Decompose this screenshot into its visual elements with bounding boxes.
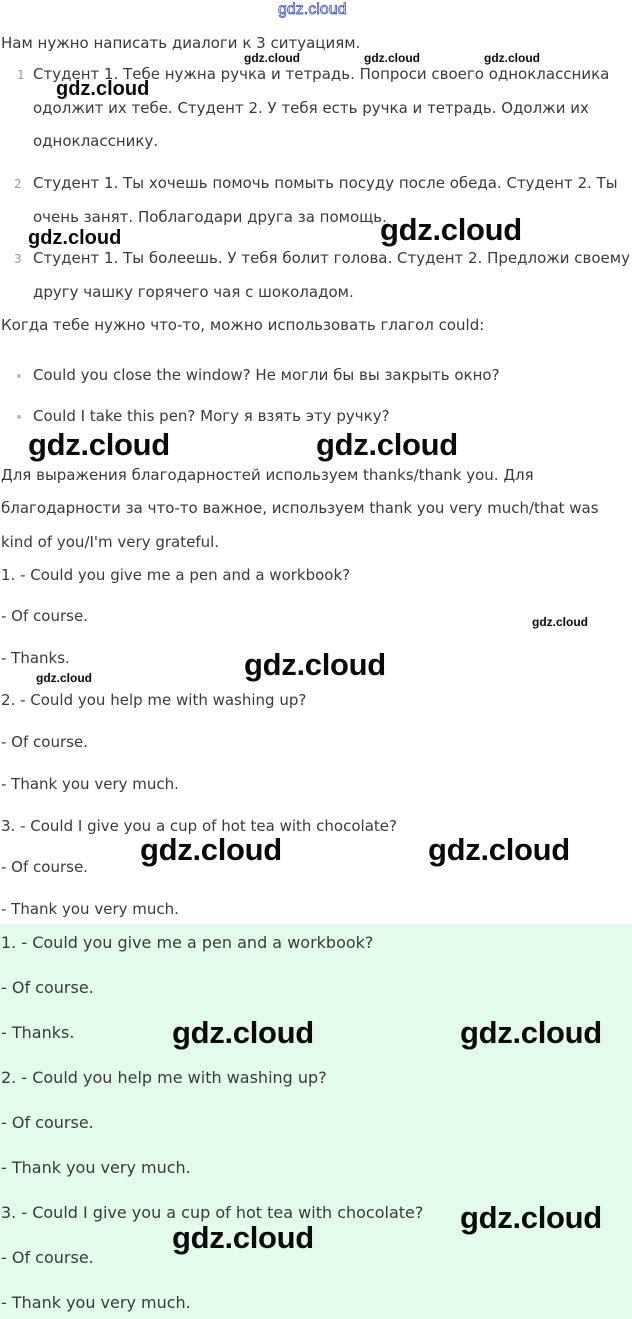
answer-line-3: - Thanks. bbox=[1, 649, 70, 667]
watermark: gdz.cloud bbox=[428, 832, 570, 867]
task-intro: Нам нужно написать диалоги к 3 ситуациям. bbox=[1, 34, 361, 52]
answer-line-6: - Thank you very much. bbox=[1, 775, 179, 793]
could-intro: Когда тебе нужно что-то, можно использовать глагол could: bbox=[1, 316, 485, 334]
watermark: gdz.cloud bbox=[244, 51, 300, 65]
task-1-line2: одолжит их тебе. Студент 2. У тебя есть ручка и тетрадь. Одолжи их bbox=[33, 99, 589, 117]
task-1-line3: однокласснику. bbox=[33, 132, 159, 150]
thanks-line-1: Для выражения благодарностей используем thanks/thank you. Для bbox=[1, 466, 534, 484]
watermark: gdz.cloud bbox=[380, 212, 522, 247]
task-2-line2: очень занят. Поблагодари друга за помощь. bbox=[33, 208, 387, 226]
answer-line-5: - Of course. bbox=[1, 733, 88, 751]
watermark: gdz.cloud bbox=[36, 671, 92, 685]
watermark: gdz.cloud bbox=[244, 647, 386, 682]
highlight-line-3: - Thanks. bbox=[1, 1023, 75, 1042]
watermark: gdz.cloud bbox=[172, 1220, 314, 1255]
answer-line-2: - Of course. bbox=[1, 607, 88, 625]
highlight-line-5: - Of course. bbox=[1, 1113, 94, 1132]
highlight-line-1: 1. - Could you give me a pen and a workbook? bbox=[1, 933, 374, 952]
highlight-line-6: - Thank you very much. bbox=[1, 1158, 191, 1177]
thanks-line-2: благодарности за что-то важное, используем thank you very much/that was bbox=[1, 499, 599, 517]
watermark: gdz.cloud bbox=[172, 1015, 314, 1050]
highlight-line-9: - Thank you very much. bbox=[1, 1293, 191, 1312]
highlight-line-8: - Of course. bbox=[1, 1248, 94, 1267]
thanks-line-3: kind of you/I'm very grateful. bbox=[1, 533, 220, 551]
example-1: Could you close the window? Не могли бы вы закрыть окно? bbox=[33, 366, 500, 384]
task-number-1: 1 bbox=[17, 68, 25, 82]
watermark: gdz.cloud bbox=[28, 227, 122, 249]
task-3-line2: другу чашку горячего чая с шоколадом. bbox=[33, 283, 354, 301]
watermark: gdz.cloud bbox=[316, 427, 458, 462]
watermark-top: gdz.cloud bbox=[278, 1, 347, 18]
answer-highlight-panel bbox=[0, 924, 632, 1319]
watermark: gdz.cloud bbox=[140, 832, 282, 867]
highlight-line-4: 2. - Could you help me with washing up? bbox=[1, 1068, 327, 1087]
task-3-line1: Студент 1. Ты болеешь. У тебя болит голова. Студент 2. Предложи своему bbox=[33, 249, 630, 267]
answer-line-9: - Thank you very much. bbox=[1, 900, 179, 918]
highlight-line-7: 3. - Could I give you a cup of hot tea with chocolate? bbox=[1, 1203, 424, 1222]
answer-line-1: 1. - Could you give me a pen and a workbook? bbox=[1, 566, 351, 584]
watermark: gdz.cloud bbox=[28, 427, 170, 462]
task-number-2: 2 bbox=[14, 177, 22, 191]
watermark: gdz.cloud bbox=[460, 1200, 602, 1235]
answer-line-4: 2. - Could you help me with washing up? bbox=[1, 691, 307, 709]
bullet-1 bbox=[17, 374, 21, 378]
answer-line-7: 3. - Could I give you a cup of hot tea with chocolate? bbox=[1, 817, 397, 835]
task-2-line1: Студент 1. Ты хочешь помочь помыть посуду после обеда. Студент 2. Ты bbox=[33, 174, 618, 192]
watermark: gdz.cloud bbox=[460, 1015, 602, 1050]
watermark: gdz.cloud bbox=[484, 51, 540, 65]
highlight-line-2: - Of course. bbox=[1, 978, 94, 997]
task-number-3: 3 bbox=[14, 252, 22, 266]
bullet-2 bbox=[17, 415, 21, 419]
task-1-line1: Студент 1. Тебе нужна ручка и тетрадь. Попроси своего одноклассника bbox=[33, 65, 610, 83]
watermark: gdz.cloud bbox=[56, 78, 150, 100]
example-2: Could I take this pen? Могу я взять эту ручку? bbox=[33, 407, 390, 425]
answer-line-8: - Of course. bbox=[1, 858, 88, 876]
watermark: gdz.cloud bbox=[532, 615, 588, 629]
watermark: gdz.cloud bbox=[364, 51, 420, 65]
